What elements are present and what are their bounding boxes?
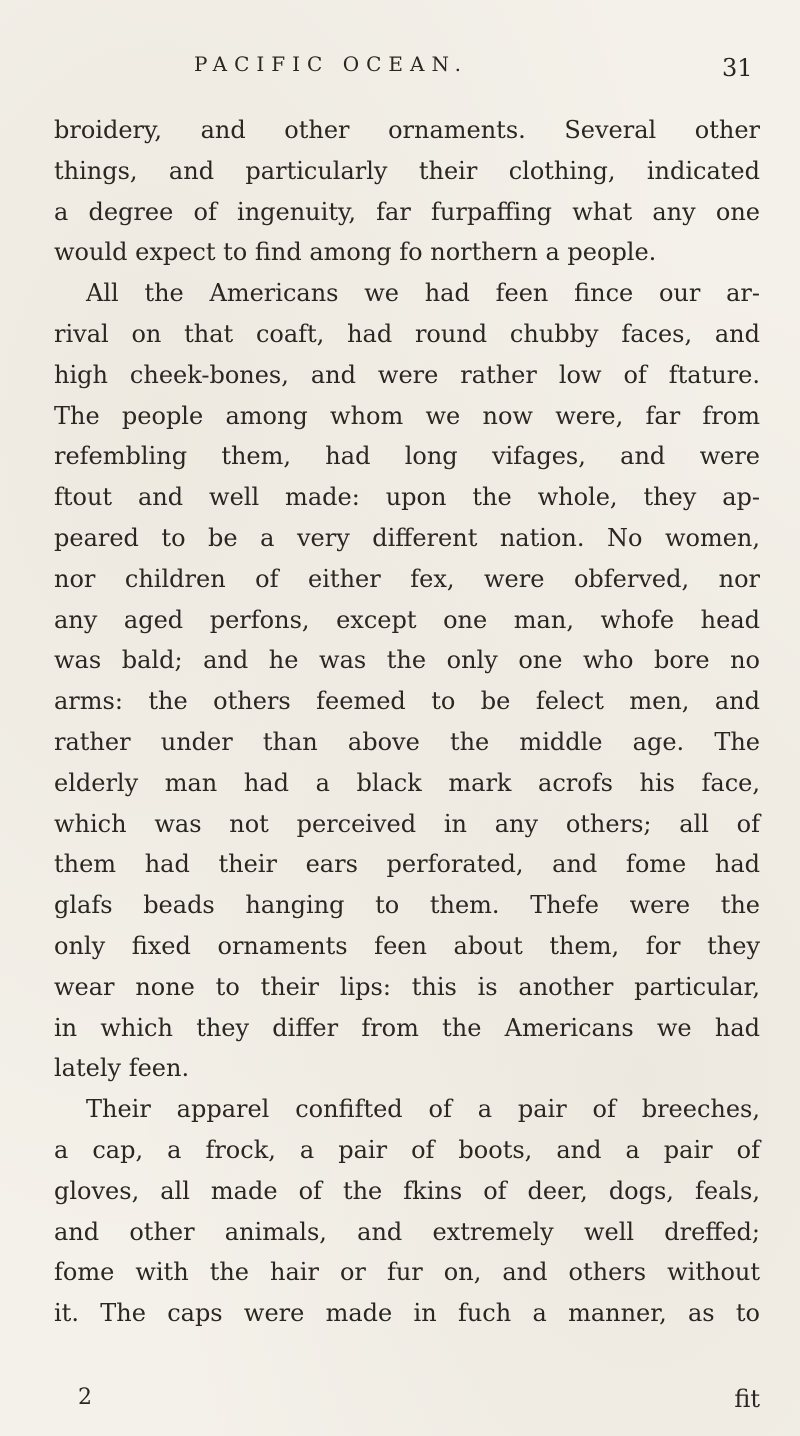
text-line: them had their ears perforated, and fome had: [54, 850, 760, 879]
text-line: a cap, a frock, a pair of boots, and a pair of: [54, 1135, 760, 1164]
text-line: and other animals, and extremely well dreffed;: [54, 1217, 760, 1246]
body-text: [54, 110, 760, 1334]
text-line: gloves, all made of the fkins of deer, dogs, feals,: [54, 1176, 760, 1205]
text-line: elderly man had a black mark acrofs his face,: [54, 768, 760, 797]
text-line: high cheek-bones, and were rather low of ftature.: [54, 360, 760, 389]
text-line: refembling them, had long vifages, and were: [54, 442, 760, 471]
text-line: in which they differ from the Americans we had: [54, 1013, 760, 1042]
text-line: The people among whom we now were, far from: [54, 401, 760, 430]
text-line: Their apparel confifted of a pair of breeches,: [86, 1095, 760, 1124]
text-line: All the Americans we had feen fince our ar-: [86, 279, 760, 308]
running-head: PACIFIC OCEAN.: [194, 52, 469, 76]
text-line: any aged perfons, except one man, whofe head: [54, 605, 760, 634]
text-line: arms: the others feemed to be felect men, and: [54, 687, 760, 716]
text-line: was bald; and he was the only one who bore no: [54, 646, 760, 675]
text-line: peared to be a very different nation. No women,: [54, 523, 760, 552]
text-line: nor children of either fex, were obferved, nor: [54, 564, 760, 593]
signature-mark: 2: [78, 1385, 92, 1410]
text-line: ftout and well made: upon the whole, they ap-: [54, 483, 760, 512]
text-line: a degree of ingenuity, far furpaffing what any one: [54, 197, 760, 226]
page-header: [0, 52, 800, 92]
text-line: only fixed ornaments feen about them, for they: [54, 931, 760, 960]
text-line: it. The caps were made in fuch a manner, as to: [54, 1299, 760, 1328]
text-line: fome with the hair or fur on, and others without: [54, 1258, 760, 1287]
text-line: glafs beads hanging to them. Thefe were the: [54, 891, 760, 920]
text-line: would expect to find among fo northern a people.: [54, 238, 657, 267]
text-line: lately feen.: [54, 1054, 190, 1083]
text-line: which was not perceived in any others; all of: [54, 809, 760, 838]
text-line: rival on that coaft, had round chubby faces, and: [54, 319, 760, 348]
text-line: rather under than above the middle age. The: [54, 727, 760, 756]
catchword: fit: [734, 1385, 760, 1413]
page-footer: [54, 1385, 760, 1425]
text-line: things, and particularly their clothing, indicated: [54, 156, 760, 185]
text-line: broidery, and other ornaments. Several other: [54, 116, 760, 144]
text-line: wear none to their lips: this is another particular,: [54, 972, 760, 1001]
page-number: 31: [722, 54, 753, 82]
